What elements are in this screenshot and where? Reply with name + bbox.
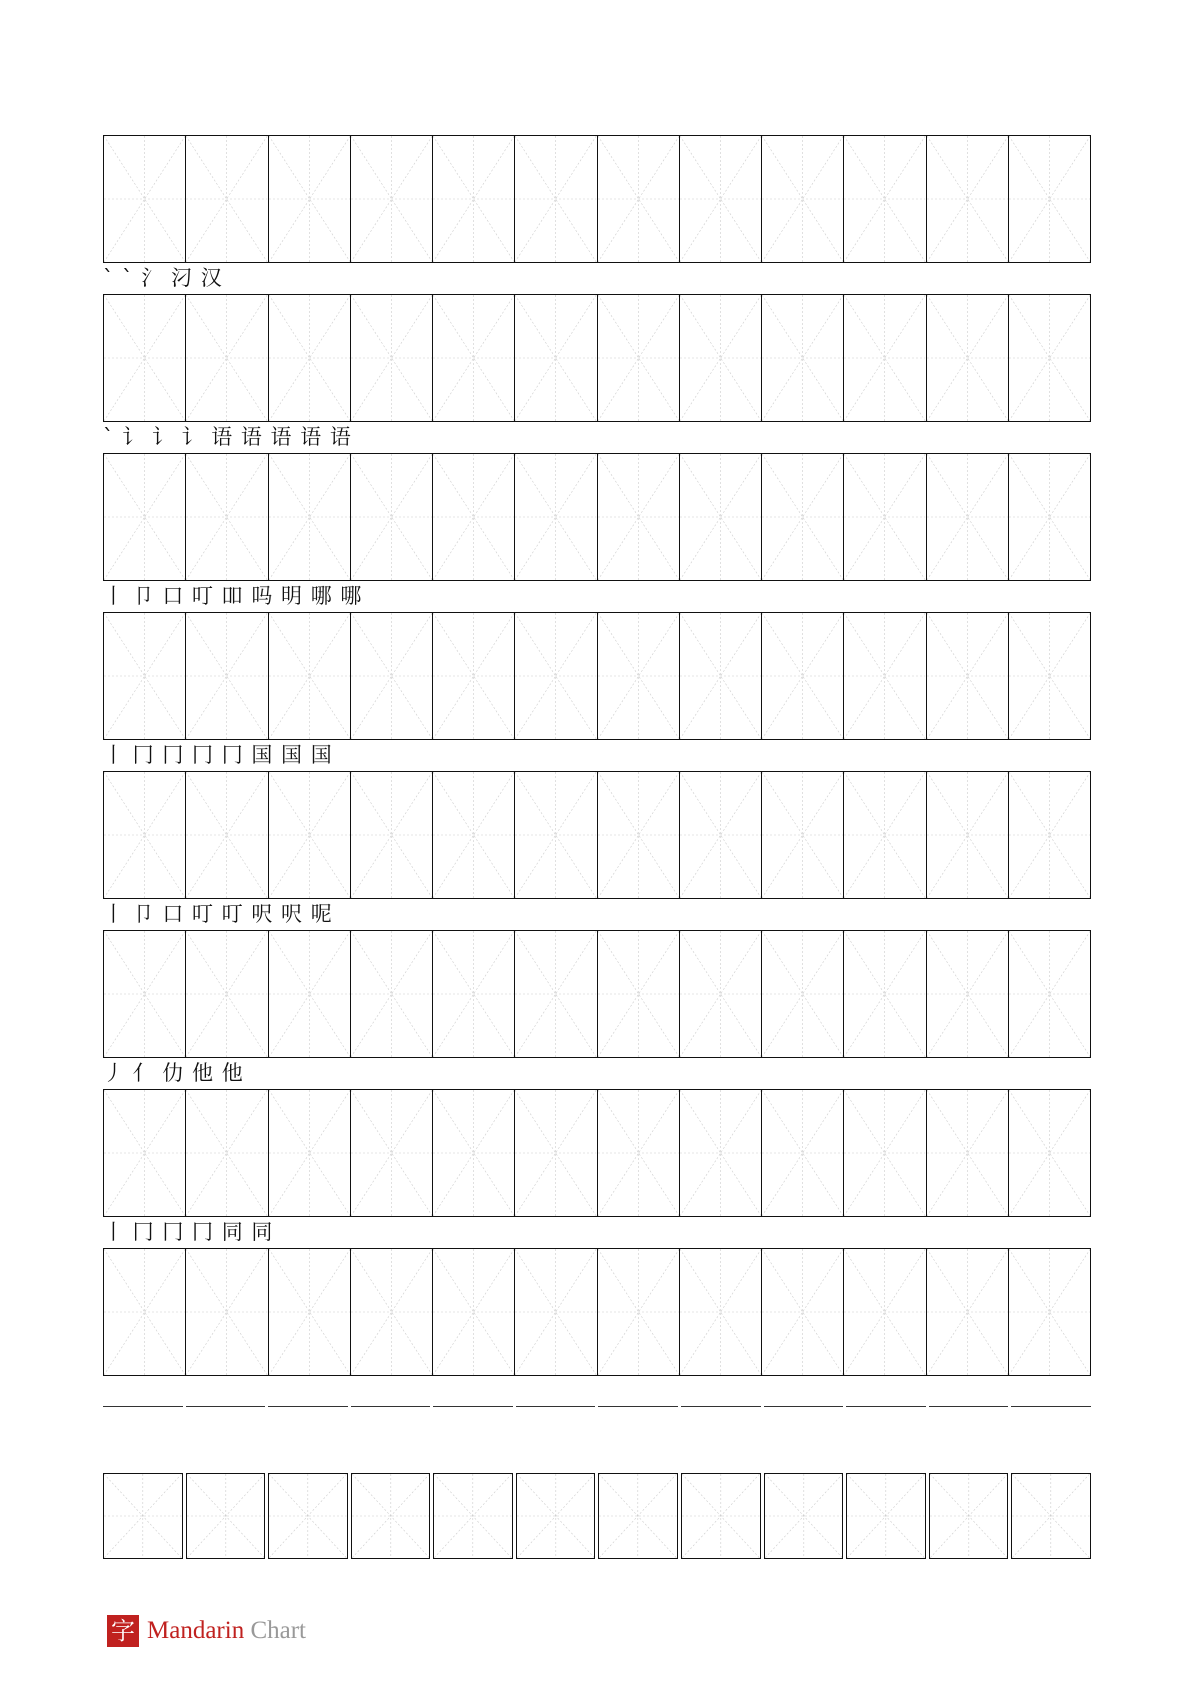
brand-word-chart: Chart <box>250 1617 306 1644</box>
guide-lines <box>1009 613 1090 739</box>
practice-row <box>103 930 1091 1058</box>
practice-cell <box>1008 136 1090 262</box>
practice-cell <box>926 136 1008 262</box>
practice-cell <box>597 136 679 262</box>
practice-cell <box>679 613 761 739</box>
guide-lines <box>104 295 185 421</box>
practice-cell <box>1008 295 1090 421</box>
guide-lines <box>927 613 1008 739</box>
guide-lines <box>844 931 925 1057</box>
practice-cell <box>843 454 925 580</box>
practice-cell <box>514 1090 596 1216</box>
practice-cell <box>761 931 843 1057</box>
guide-lines <box>1009 931 1090 1057</box>
guide-lines <box>269 1090 350 1216</box>
guide-lines <box>844 613 925 739</box>
guide-lines <box>598 295 679 421</box>
guide-lines <box>186 931 267 1057</box>
practice-cell <box>185 1249 267 1375</box>
guide-lines <box>1009 772 1090 898</box>
practice-cell <box>679 295 761 421</box>
practice-cell <box>104 1090 185 1216</box>
practice-cell <box>926 772 1008 898</box>
separator-segment <box>351 1406 431 1408</box>
guide-lines <box>515 613 596 739</box>
guide-lines <box>680 613 761 739</box>
guide-lines <box>1009 1090 1090 1216</box>
guide-lines <box>351 1090 432 1216</box>
bottom-practice-cell <box>516 1473 596 1559</box>
separator-segment <box>103 1406 183 1408</box>
guide-lines <box>104 136 185 262</box>
guide-lines <box>186 295 267 421</box>
guide-lines <box>680 295 761 421</box>
guide-lines <box>680 1090 761 1216</box>
stroke-order-label: 丨 冂 冂 冂 冂 国 国 国 <box>103 743 333 767</box>
guide-lines <box>1009 454 1090 580</box>
practice-cell <box>185 772 267 898</box>
guide-lines <box>844 1249 925 1375</box>
guide-lines <box>927 1249 1008 1375</box>
practice-cell <box>432 295 514 421</box>
guide-lines <box>269 613 350 739</box>
guide-lines <box>680 772 761 898</box>
guide-lines <box>269 931 350 1057</box>
guide-lines <box>351 931 432 1057</box>
guide-lines <box>680 1249 761 1375</box>
guide-lines <box>1009 295 1090 421</box>
guide-lines <box>269 772 350 898</box>
guide-lines <box>269 454 350 580</box>
guide-lines <box>762 931 843 1057</box>
practice-cell <box>597 613 679 739</box>
practice-cell <box>761 1249 843 1375</box>
guide-lines <box>186 772 267 898</box>
practice-cell <box>597 454 679 580</box>
guide-lines <box>927 772 1008 898</box>
guide-lines <box>927 1090 1008 1216</box>
practice-cell <box>1008 613 1090 739</box>
guide-lines <box>433 613 514 739</box>
practice-cell <box>185 295 267 421</box>
practice-cell <box>926 931 1008 1057</box>
practice-cell <box>268 613 350 739</box>
practice-cell <box>843 1090 925 1216</box>
practice-cell <box>761 295 843 421</box>
practice-cell <box>926 1090 1008 1216</box>
separator-segment <box>433 1406 513 1408</box>
practice-cell <box>679 931 761 1057</box>
practice-cell <box>185 1090 267 1216</box>
practice-cell <box>350 931 432 1057</box>
practice-cell <box>926 613 1008 739</box>
guide-lines <box>433 295 514 421</box>
practice-cell <box>514 1249 596 1375</box>
guide-lines <box>762 1249 843 1375</box>
practice-cell <box>926 1249 1008 1375</box>
guide-lines <box>269 136 350 262</box>
guide-lines <box>765 1474 843 1558</box>
guide-lines <box>104 931 185 1057</box>
practice-cell <box>268 1249 350 1375</box>
separator-segment <box>186 1406 266 1408</box>
practice-cell <box>185 613 267 739</box>
separator-segment <box>1011 1406 1091 1408</box>
practice-row <box>103 453 1091 581</box>
practice-cell <box>926 454 1008 580</box>
practice-cell <box>1008 454 1090 580</box>
practice-cell <box>350 772 432 898</box>
guide-lines <box>269 1474 347 1558</box>
guide-lines <box>351 295 432 421</box>
practice-cell <box>761 454 843 580</box>
stroke-order-label: ` 讠 讠 讠 语 语 语 语 语 <box>103 425 352 449</box>
bottom-practice-cell <box>929 1473 1009 1559</box>
separator-segment <box>764 1406 844 1408</box>
guide-lines <box>269 1249 350 1375</box>
guide-lines <box>515 931 596 1057</box>
guide-lines <box>1009 1249 1090 1375</box>
guide-lines <box>351 613 432 739</box>
practice-cell <box>104 136 185 262</box>
practice-cell <box>432 1249 514 1375</box>
practice-cell <box>843 136 925 262</box>
guide-lines <box>433 136 514 262</box>
guide-lines <box>680 454 761 580</box>
bottom-practice-cell <box>764 1473 844 1559</box>
stroke-order-label: 丨 冂 冂 冂 同 同 <box>103 1220 274 1244</box>
practice-cell <box>597 772 679 898</box>
guide-lines <box>187 1474 265 1558</box>
stroke-order-label: 丿 亻 仂 他 他 <box>103 1061 244 1085</box>
practice-cell <box>843 931 925 1057</box>
practice-cell <box>268 454 350 580</box>
practice-cell <box>104 454 185 580</box>
practice-cell <box>761 136 843 262</box>
brand-name <box>147 1617 306 1645</box>
practice-cell <box>843 613 925 739</box>
guide-lines <box>762 454 843 580</box>
practice-cell <box>843 772 925 898</box>
guide-lines <box>104 1249 185 1375</box>
guide-lines <box>1009 136 1090 262</box>
practice-cell <box>514 931 596 1057</box>
guide-lines <box>762 772 843 898</box>
practice-cell <box>679 772 761 898</box>
separator-segment <box>268 1406 348 1408</box>
guide-lines <box>847 1474 925 1558</box>
practice-cell <box>1008 931 1090 1057</box>
guide-lines <box>269 295 350 421</box>
practice-cell <box>104 613 185 739</box>
practice-cell <box>679 1090 761 1216</box>
bottom-practice-cell <box>186 1473 266 1559</box>
practice-cell <box>268 295 350 421</box>
practice-cell <box>679 1249 761 1375</box>
practice-cell <box>761 772 843 898</box>
guide-lines <box>351 136 432 262</box>
guide-lines <box>515 1090 596 1216</box>
guide-lines <box>1012 1474 1090 1558</box>
stroke-order-label: 丨 卩 口 叮 吅 吗 明 哪 哪 <box>103 584 363 608</box>
guide-lines <box>598 613 679 739</box>
practice-cell <box>185 454 267 580</box>
guide-lines <box>762 1090 843 1216</box>
practice-cell <box>350 1090 432 1216</box>
bottom-practice-cell <box>681 1473 761 1559</box>
practice-cell <box>268 772 350 898</box>
guide-lines <box>104 613 185 739</box>
practice-cell <box>514 295 596 421</box>
guide-lines <box>433 931 514 1057</box>
practice-cell <box>514 454 596 580</box>
logo-icon: 字 <box>107 1615 139 1647</box>
practice-row <box>103 612 1091 740</box>
practice-cell <box>843 295 925 421</box>
guide-lines <box>599 1474 677 1558</box>
separator-segment <box>929 1406 1009 1408</box>
practice-cell <box>679 136 761 262</box>
guide-lines <box>927 931 1008 1057</box>
practice-row <box>103 294 1091 422</box>
guide-lines <box>186 1090 267 1216</box>
separator-segment <box>598 1406 678 1408</box>
practice-cell <box>268 931 350 1057</box>
guide-lines <box>186 1249 267 1375</box>
guide-lines <box>680 931 761 1057</box>
guide-lines <box>927 136 1008 262</box>
practice-cell <box>432 454 514 580</box>
guide-lines <box>104 1474 182 1558</box>
guide-lines <box>433 454 514 580</box>
guide-lines <box>598 454 679 580</box>
practice-cell <box>514 136 596 262</box>
practice-cell <box>514 772 596 898</box>
practice-cell <box>104 1249 185 1375</box>
separator-line <box>103 1406 1091 1408</box>
bottom-practice-cell <box>1011 1473 1091 1559</box>
guide-lines <box>351 772 432 898</box>
guide-lines <box>844 136 925 262</box>
guide-lines <box>517 1474 595 1558</box>
guide-lines <box>104 772 185 898</box>
guide-lines <box>762 136 843 262</box>
separator-segment <box>846 1406 926 1408</box>
guide-lines <box>844 772 925 898</box>
practice-cell <box>597 1090 679 1216</box>
guide-lines <box>434 1474 512 1558</box>
practice-cell <box>514 613 596 739</box>
guide-lines <box>927 454 1008 580</box>
practice-cell <box>432 136 514 262</box>
guide-lines <box>351 1249 432 1375</box>
practice-cell <box>926 295 1008 421</box>
guide-lines <box>762 613 843 739</box>
guide-lines <box>352 1474 430 1558</box>
practice-cell <box>432 1090 514 1216</box>
practice-cell <box>761 613 843 739</box>
practice-cell <box>350 1249 432 1375</box>
brand-word-mandarin: Mandarin <box>147 1617 245 1644</box>
practice-cell <box>761 1090 843 1216</box>
guide-lines <box>598 772 679 898</box>
practice-cell <box>350 295 432 421</box>
guide-lines <box>515 295 596 421</box>
guide-lines <box>515 136 596 262</box>
guide-lines <box>598 1249 679 1375</box>
guide-lines <box>680 136 761 262</box>
practice-cell <box>268 1090 350 1216</box>
guide-lines <box>844 1090 925 1216</box>
guide-lines <box>844 454 925 580</box>
practice-cell <box>597 1249 679 1375</box>
guide-lines <box>104 454 185 580</box>
practice-cell <box>350 454 432 580</box>
stroke-order-label: ` ˋ 氵 汈 汉 <box>103 266 223 290</box>
guide-lines <box>515 1249 596 1375</box>
guide-lines <box>762 295 843 421</box>
bottom-practice-cell <box>351 1473 431 1559</box>
guide-lines <box>186 454 267 580</box>
guide-lines <box>598 1090 679 1216</box>
guide-lines <box>433 772 514 898</box>
guide-lines <box>844 295 925 421</box>
guide-lines <box>930 1474 1008 1558</box>
practice-cell <box>104 295 185 421</box>
guide-lines <box>598 931 679 1057</box>
stroke-order-label: 丨 卩 口 叮 叮 呎 呎 呢 <box>103 902 333 926</box>
separator-segment <box>681 1406 761 1408</box>
practice-cell <box>350 613 432 739</box>
practice-cell <box>1008 1090 1090 1216</box>
bottom-practice-cell <box>103 1473 183 1559</box>
practice-cell <box>1008 1249 1090 1375</box>
practice-cell <box>104 772 185 898</box>
guide-lines <box>186 136 267 262</box>
practice-cell <box>432 931 514 1057</box>
practice-cell <box>679 454 761 580</box>
bottom-practice-cell <box>268 1473 348 1559</box>
brand-logo <box>107 1614 306 1648</box>
guide-lines <box>598 136 679 262</box>
practice-cell <box>1008 772 1090 898</box>
bottom-practice-cell <box>433 1473 513 1559</box>
practice-cell <box>597 931 679 1057</box>
practice-cell <box>104 931 185 1057</box>
guide-lines <box>433 1249 514 1375</box>
practice-row <box>103 1089 1091 1217</box>
bottom-practice-cell <box>598 1473 678 1559</box>
practice-cell <box>185 136 267 262</box>
practice-row <box>103 135 1091 263</box>
guide-lines <box>433 1090 514 1216</box>
guide-lines <box>927 295 1008 421</box>
guide-lines <box>104 1090 185 1216</box>
guide-lines <box>351 454 432 580</box>
bottom-practice-cell <box>846 1473 926 1559</box>
practice-row <box>103 771 1091 899</box>
guide-lines <box>682 1474 760 1558</box>
practice-cell <box>432 613 514 739</box>
practice-cell <box>843 1249 925 1375</box>
guide-lines <box>186 613 267 739</box>
guide-lines <box>515 772 596 898</box>
practice-cell <box>185 931 267 1057</box>
practice-cell <box>268 136 350 262</box>
practice-row <box>103 1248 1091 1376</box>
practice-cell <box>350 136 432 262</box>
practice-cell <box>597 295 679 421</box>
bottom-practice-row <box>103 1473 1091 1559</box>
separator-segment <box>516 1406 596 1408</box>
practice-cell <box>432 772 514 898</box>
guide-lines <box>515 454 596 580</box>
